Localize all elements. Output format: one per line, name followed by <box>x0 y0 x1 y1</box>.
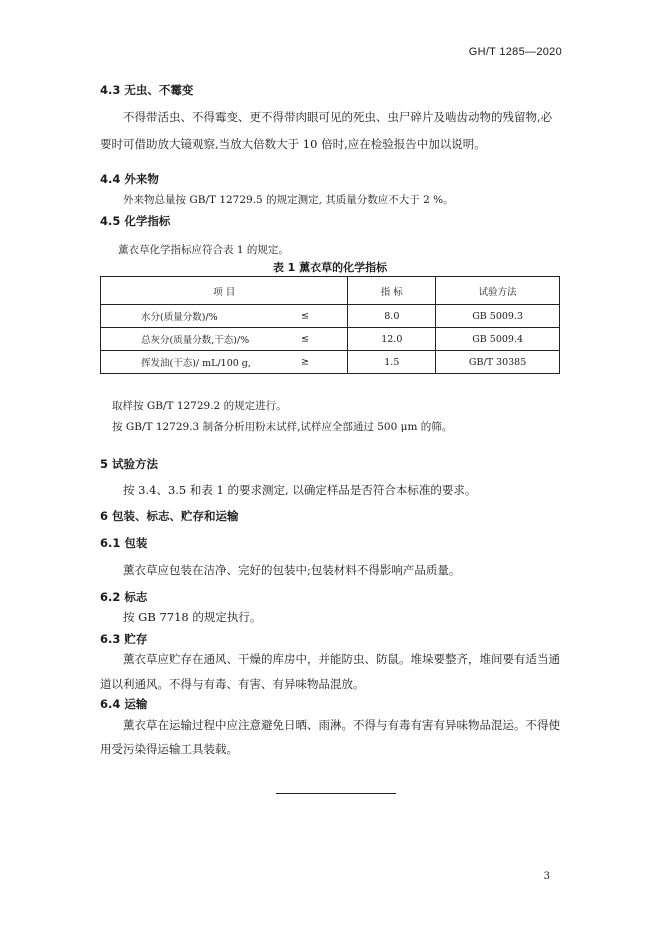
standard-code: GH/T 1285—2020 <box>468 46 562 58</box>
row-item-label: 挥发油(干态)/ mL/100 g, <box>141 358 251 369</box>
chemical-index-table <box>100 276 560 374</box>
section-5-para: 按 3.4、3.5 和表 1 的要求测定, 以确定样品是否符合本标准的要求。 <box>123 483 477 497</box>
row-value: 8.0 <box>348 305 436 328</box>
page-number: 3 <box>543 871 550 882</box>
section-4-3-title: 4.3 无虫、不霉变 <box>100 83 194 97</box>
row-method: GB 5009.3 <box>436 305 560 328</box>
table-header-row <box>101 277 560 305</box>
section-4-5-title: 4.5 化学指标 <box>100 214 171 228</box>
row-item-cell <box>101 305 348 328</box>
row-item-cell <box>101 351 348 374</box>
table-row <box>101 305 560 328</box>
section-6-1-para: 薰衣草应包装在洁净、完好的包装中;包装材料不得影响产品质量。 <box>123 563 461 577</box>
section-4-4-title: 4.4 外来物 <box>100 172 159 186</box>
header-method: 试验方法 <box>436 277 560 305</box>
section-5-title: 5 试验方法 <box>100 457 159 471</box>
section-6-1-title: 6.1 包装 <box>100 536 148 550</box>
section-6-4-title: 6.4 运输 <box>100 697 148 711</box>
table-1-title: 表 1 薰衣草的化学指标 <box>272 261 388 274</box>
section-6-3-para-line2: 道以利通风。不得与有毒、有害、有异味物品混放。 <box>100 677 365 691</box>
header-item: 项 目 <box>101 277 348 305</box>
table-row <box>101 351 560 374</box>
row-value: 12.0 <box>348 328 436 351</box>
end-rule <box>276 793 396 794</box>
sampling-note: 取样按 GB/T 12729.2 的规定进行。 <box>112 400 287 412</box>
row-item-cell <box>101 328 348 351</box>
section-4-3-para-line1: 不得带活虫、不得霉变、更不得带肉眼可见的死虫、虫尸碎片及啮齿动物的残留物,必 <box>123 110 553 124</box>
row-item-symbol: ≤ <box>301 333 309 345</box>
section-6-2-title: 6.2 标志 <box>100 590 148 604</box>
section-4-3-para-line2: 要时可借助放大镜观察,当放大倍数大于 10 倍时,应在检验报告中加以说明。 <box>100 137 486 151</box>
section-6-2-para: 按 GB 7718 的规定执行。 <box>123 610 262 624</box>
header-index: 指 标 <box>348 277 436 305</box>
sieve-note: 按 GB/T 12729.3 制备分析用粉末试样,试样应全部通过 500 μm 的筛。 <box>112 421 453 433</box>
section-6-3-title: 6.3 贮存 <box>100 632 148 646</box>
section-6-4-para-line1: 薰衣草在运输过程中应注意避免日晒、雨淋。不得与有毒有害有异味物品混运。不得使 <box>123 718 560 732</box>
section-4-5-para: 薰衣草化学指标应符合表 1 的规定。 <box>118 244 289 256</box>
row-method: GB 5009.4 <box>436 328 560 351</box>
section-6-3-para-line1: 薰衣草应贮存在通风、干燥的库房中，并能防虫、防鼠。堆垛要整齐，堆间要有适当通 <box>123 652 560 666</box>
row-item-symbol: ≥ <box>301 356 309 368</box>
row-item-symbol: ≤ <box>301 310 309 322</box>
table-row <box>101 328 560 351</box>
section-6-title: 6 包装、标志、贮存和运输 <box>100 509 239 523</box>
row-item-label: 水分(质量分数)/% <box>141 312 218 323</box>
section-6-4-para-line2: 用受污染得运输工具装载。 <box>100 742 238 756</box>
row-method: GB/T 30385 <box>436 351 560 374</box>
section-4-4-para: 外来物总量按 GB/T 12729.5 的规定测定, 其质量分数应不大于 2 %。 <box>123 194 454 206</box>
row-item-label: 总灰分(质量分数,干态)/% <box>141 335 250 346</box>
row-value: 1.5 <box>348 351 436 374</box>
